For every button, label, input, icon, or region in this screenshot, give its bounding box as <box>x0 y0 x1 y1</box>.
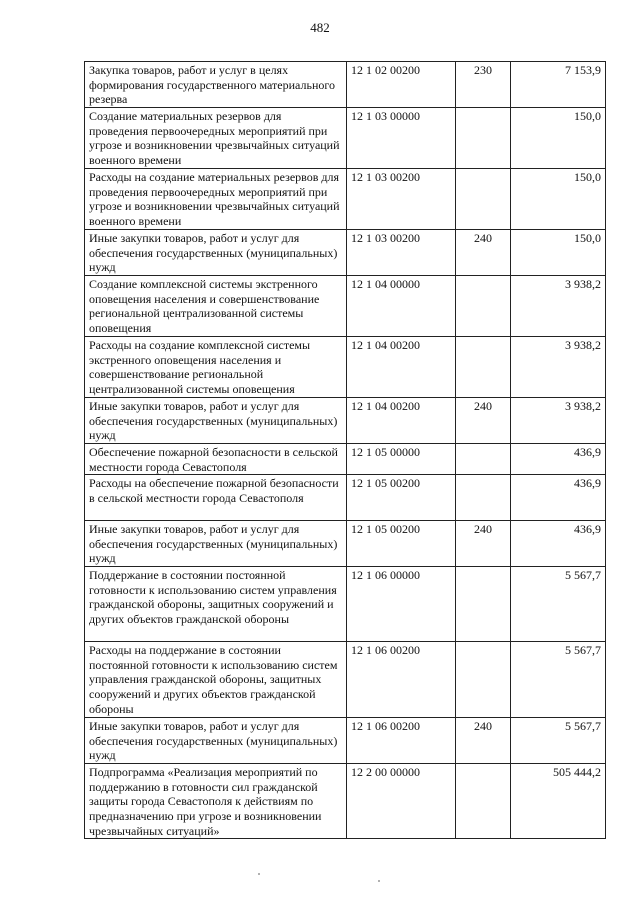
row-type: 230 <box>456 62 511 108</box>
row-code: 12 1 03 00000 <box>347 108 456 169</box>
row-type <box>456 444 511 475</box>
row-sum: 150,0 <box>511 169 606 230</box>
row-name: Создание материальных резервов для проведения первоочередных мероприятий при угрозе и возникновении чрезвычайных ситуаций военного времени <box>85 108 347 169</box>
row-sum: 5 567,7 <box>511 567 606 642</box>
row-type <box>456 337 511 398</box>
row-sum: 5 567,7 <box>511 718 606 764</box>
row-code: 12 1 05 00200 <box>347 521 456 567</box>
row-sum: 3 938,2 <box>511 398 606 444</box>
row-sum: 5 567,7 <box>511 642 606 718</box>
row-code: 12 2 00 00000 <box>347 764 456 839</box>
row-name: Расходы на создание материальных резервов для проведения первоочередных мероприятий при угрозе и возникновении чрезвычайных ситуаций военного времени <box>85 169 347 230</box>
row-code: 12 1 04 00200 <box>347 337 456 398</box>
table-row <box>85 567 606 642</box>
table-row <box>85 475 606 521</box>
table-row <box>85 169 606 230</box>
scan-speck <box>258 873 260 875</box>
table-row <box>85 230 606 276</box>
row-sum: 505 444,2 <box>511 764 606 839</box>
row-code: 12 1 03 00200 <box>347 169 456 230</box>
row-sum: 7 153,9 <box>511 62 606 108</box>
row-name: Расходы на поддержание в состоянии постоянной готовности к использованию систем управления гражданской обороны, защитных сооружений и других объектов гражданской обороны <box>85 642 347 718</box>
row-type: 240 <box>456 398 511 444</box>
table-row <box>85 108 606 169</box>
table-row <box>85 276 606 337</box>
table-row <box>85 398 606 444</box>
row-name: Подпрограмма «Реализация мероприятий по поддержанию в готовности сил гражданской защиты города Севастополя к действиям по предназначению при угрозе и возникновении чрезвычайных ситуаций» <box>85 764 347 839</box>
budget-table-body <box>85 62 606 839</box>
table-row <box>85 444 606 475</box>
row-name: Обеспечение пожарной безопасности в сельской местности города Севастополя <box>85 444 347 475</box>
row-code: 12 1 04 00000 <box>347 276 456 337</box>
row-sum: 436,9 <box>511 521 606 567</box>
table-row <box>85 521 606 567</box>
table-row <box>85 718 606 764</box>
row-code: 12 1 05 00200 <box>347 475 456 521</box>
row-sum: 150,0 <box>511 108 606 169</box>
row-code: 12 1 04 00200 <box>347 398 456 444</box>
row-type <box>456 567 511 642</box>
row-code: 12 1 06 00200 <box>347 718 456 764</box>
row-sum: 436,9 <box>511 444 606 475</box>
budget-table <box>84 61 606 839</box>
scan-speck <box>378 880 380 882</box>
row-code: 12 1 06 00200 <box>347 642 456 718</box>
row-type <box>456 642 511 718</box>
row-name: Расходы на создание комплексной системы экстренного оповещения населения и совершенствование региональной централизованной системы оповещения <box>85 337 347 398</box>
row-type: 240 <box>456 718 511 764</box>
row-code: 12 1 05 00000 <box>347 444 456 475</box>
table-row <box>85 764 606 839</box>
row-type: 240 <box>456 521 511 567</box>
row-sum: 3 938,2 <box>511 337 606 398</box>
row-sum: 150,0 <box>511 230 606 276</box>
row-sum: 3 938,2 <box>511 276 606 337</box>
row-name: Иные закупки товаров, работ и услуг для обеспечения государственных (муниципальных) нужд <box>85 230 347 276</box>
row-type: 240 <box>456 230 511 276</box>
row-code: 12 1 02 00200 <box>347 62 456 108</box>
row-type <box>456 276 511 337</box>
row-name: Иные закупки товаров, работ и услуг для обеспечения государственных (муниципальных) нужд <box>85 521 347 567</box>
row-name: Расходы на обеспечение пожарной безопасности в сельской местности города Севастополя <box>85 475 347 521</box>
table-row <box>85 62 606 108</box>
row-name: Создание комплексной системы экстренного оповещения населения и совершенствование региональной централизованной системы оповещения <box>85 276 347 337</box>
row-code: 12 1 06 00000 <box>347 567 456 642</box>
table-row <box>85 642 606 718</box>
row-name: Закупка товаров, работ и услуг в целях формирования государственного материального резерва <box>85 62 347 108</box>
row-type <box>456 169 511 230</box>
row-name: Иные закупки товаров, работ и услуг для обеспечения государственных (муниципальных) нужд <box>85 718 347 764</box>
table-row <box>85 337 606 398</box>
row-name: Поддержание в состоянии постоянной готовности к использованию систем управления гражданской обороны, защитных сооружений и других объектов гражданской обороны <box>85 567 347 642</box>
row-type <box>456 108 511 169</box>
row-type <box>456 475 511 521</box>
row-sum: 436,9 <box>511 475 606 521</box>
row-name: Иные закупки товаров, работ и услуг для обеспечения государственных (муниципальных) нужд <box>85 398 347 444</box>
page-number: 482 <box>310 20 330 35</box>
row-type <box>456 764 511 839</box>
row-code: 12 1 03 00200 <box>347 230 456 276</box>
